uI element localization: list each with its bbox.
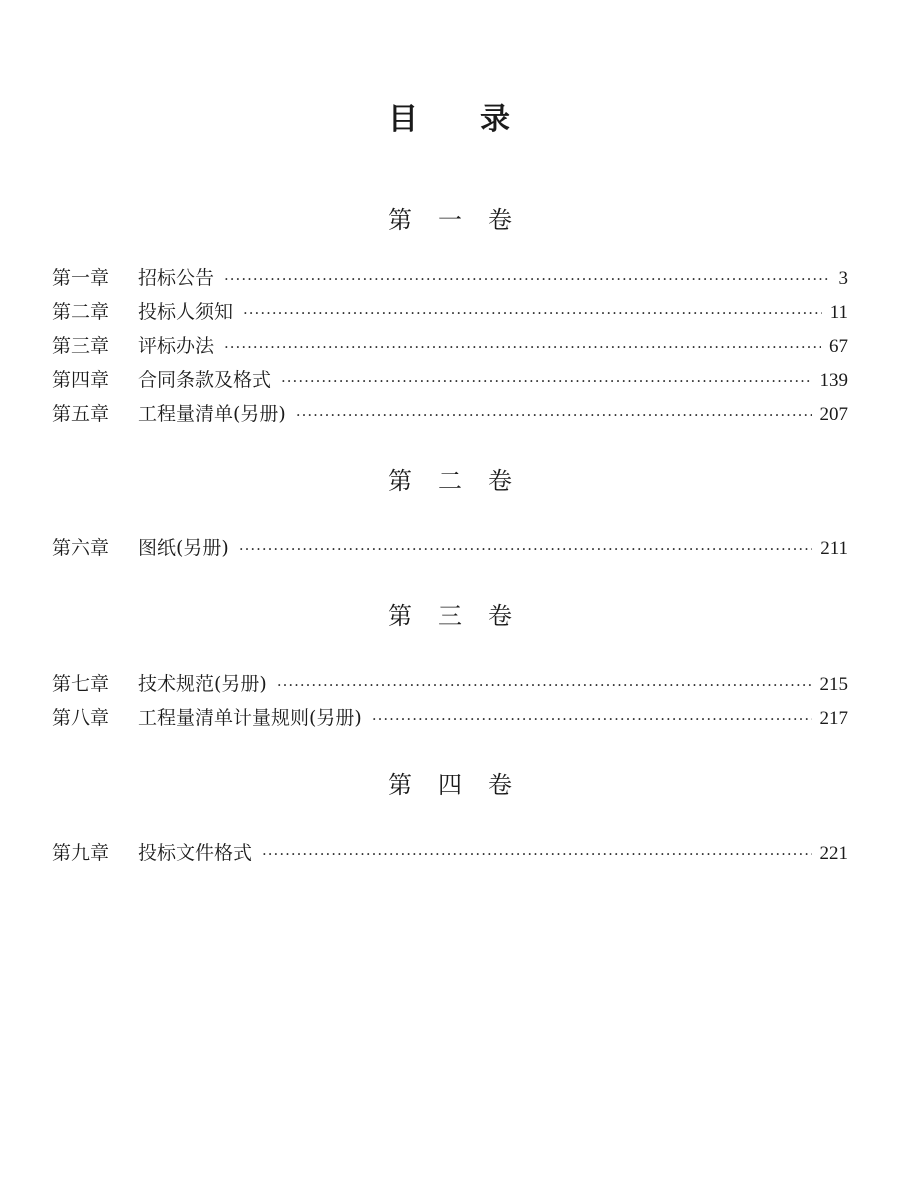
toc-chapter-number: 第四章 <box>52 369 110 391</box>
toc-page-number: 3 <box>838 268 848 289</box>
toc-entry[interactable] <box>52 667 848 701</box>
toc-dot-leader <box>243 296 822 330</box>
toc-entry[interactable] <box>52 295 848 329</box>
toc-chapter-number: 第二章 <box>52 301 110 323</box>
toc-dot-leader <box>372 702 812 736</box>
toc-list-volume-2 <box>52 531 848 565</box>
toc-chapter-title: 工程量清单(另册) <box>138 403 286 425</box>
toc-list-volume-1 <box>52 261 848 431</box>
toc-chapter-number: 第三章 <box>52 335 110 357</box>
volume-3 <box>0 600 900 632</box>
toc-page-number: 139 <box>819 370 848 391</box>
page-title <box>0 100 900 140</box>
toc-entry[interactable] <box>52 836 848 870</box>
page-title-char: 目 <box>388 102 420 137</box>
volume-4 <box>0 769 900 801</box>
toc-page-number: 207 <box>819 404 848 425</box>
toc-dot-leader <box>281 364 811 398</box>
toc-chapter-title: 投标人须知 <box>138 301 234 323</box>
volume-title: 第 二 卷 <box>388 467 512 495</box>
toc-page-number: 11 <box>829 302 848 323</box>
volume-2 <box>0 465 900 497</box>
toc-chapter-number: 第五章 <box>52 403 110 425</box>
toc-entry[interactable] <box>52 363 848 397</box>
toc-entry[interactable] <box>52 329 848 363</box>
toc-entry[interactable] <box>52 701 848 735</box>
toc-page-number: 217 <box>819 708 848 729</box>
toc-dot-leader <box>277 668 812 702</box>
toc-dot-leader <box>262 837 811 871</box>
toc-chapter-title: 评标办法 <box>138 335 215 357</box>
toc-chapter-title: 技术规范(另册) <box>138 673 267 695</box>
toc-entry[interactable] <box>52 531 848 565</box>
toc-page-number: 211 <box>820 538 848 559</box>
toc-page-number: 221 <box>819 843 848 864</box>
toc-chapter-title: 合同条款及格式 <box>138 369 272 391</box>
page-title-char: 录 <box>480 102 512 137</box>
toc-dot-leader <box>224 330 821 364</box>
volume-title: 第 三 卷 <box>388 602 512 630</box>
toc-chapter-title: 投标文件格式 <box>138 842 253 864</box>
toc-page-number: 67 <box>829 336 848 357</box>
toc-chapter-number: 第七章 <box>52 673 110 695</box>
toc-entry[interactable] <box>52 397 848 431</box>
volume-title: 第 一 卷 <box>388 206 512 234</box>
volume-title: 第 四 卷 <box>388 771 512 799</box>
toc-chapter-title: 图纸(另册) <box>138 537 229 559</box>
toc-dot-leader <box>239 532 812 566</box>
volume-1 <box>0 204 900 236</box>
toc-chapter-number: 第八章 <box>52 707 110 729</box>
toc-dot-leader <box>224 262 830 296</box>
toc-chapter-number: 第九章 <box>52 842 110 864</box>
toc-list-volume-4 <box>52 836 848 870</box>
toc-chapter-number: 第六章 <box>52 537 110 559</box>
toc-dot-leader <box>296 398 812 432</box>
toc-entry[interactable] <box>52 261 848 295</box>
toc-chapter-title: 招标公告 <box>138 267 215 289</box>
toc-list-volume-3 <box>52 667 848 735</box>
toc-chapter-number: 第一章 <box>52 267 110 289</box>
toc-chapter-title: 工程量清单计量规则(另册) <box>138 707 362 729</box>
toc-page-number: 215 <box>819 674 848 695</box>
